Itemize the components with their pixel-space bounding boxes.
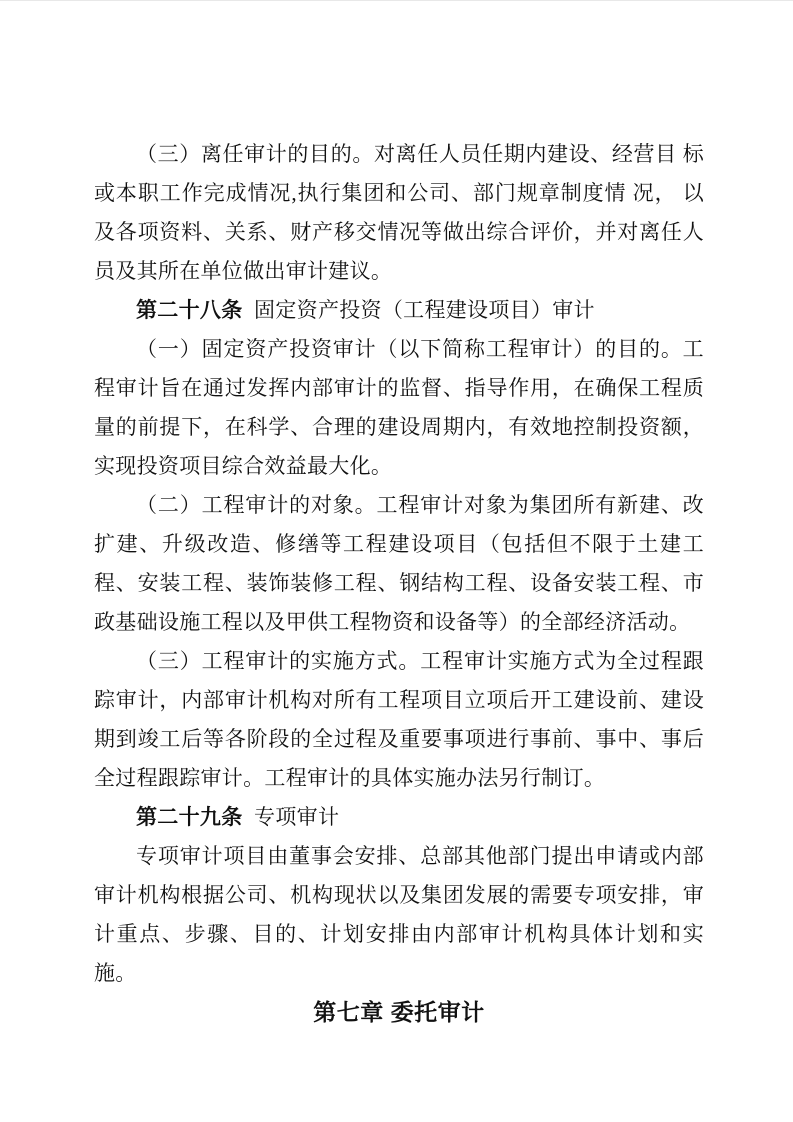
article-29-title: 专项审计 [254,805,340,829]
document-content [94,135,704,1032]
paragraph-special-audit: 专项审计项目由董事会安排、总部其他部门提出申请或内部审计机构根据公司、机构现状以及集团发展的需要专项安排，审计重点、步骤、目的、计划安排由内部审计机构具体计划和实施。 [94,844,704,985]
article-28-heading [94,291,704,330]
paragraph-project-audit-scope: （二）工程审计的对象。工程审计对象为集团所有新建、改扩建、升级改造、修缮等工程建设项目（包括但不限于土建工程、安装工程、装饰装修工程、钢结构工程、设备安装工程、市政基础设施工程以及甲供工程物资和设备等）的全部经济活动。 [94,493,704,634]
chapter-7-heading: 第七章 委托审计 [313,999,485,1025]
article-28-number: 第二十八条 [136,298,243,322]
paragraph-leaving-audit-purpose: （三）离任审计的目的。对离任人员任期内建设、经营目 标或本职工作完成情况,执行集团和公司、部门规章制度情 况， 以及各项资料、关系、财产移交情况等做出综合评价，并对离任人员及其所在单位做出审计建议。 [94,142,704,283]
article-28-title: 固定资产投资（工程建设项目）审计 [254,298,595,322]
paragraph-project-audit-method: （三）工程审计的实施方式。工程审计实施方式为全过程跟踪审计，内部审计机构对所有工程项目立项后开工建设前、建设期到竣工后等各阶段的全过程及重要事项进行事前、事中、事后全过程跟踪审计。工程审计的具体实施办法另行制订。 [94,649,704,790]
article-29-heading [94,798,704,837]
paragraph-fixed-asset-audit-purpose: （一）固定资产投资审计（以下简称工程审计）的目的。工程审计旨在通过发挥内部审计的监督、指导作用，在确保工程质量的前提下，在科学、合理的建设周期内，有效地控制投资额，实现投资项目综合效益最大化。 [94,337,704,478]
article-29-number: 第二十九条 [136,805,243,829]
